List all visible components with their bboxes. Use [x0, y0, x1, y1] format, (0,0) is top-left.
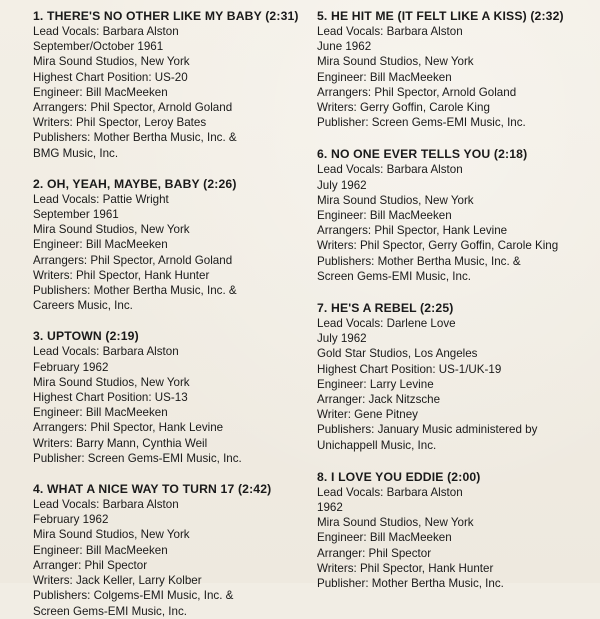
credit-line: September 1961	[33, 208, 119, 222]
credit-line: Writers: Gerry Goffin, Carole King	[317, 101, 490, 115]
credit-line: Careers Music, Inc.	[33, 299, 133, 313]
right-column	[317, 9, 587, 591]
credit-line: 1962	[317, 501, 343, 515]
credit-line: Publishers: Mother Bertha Music, Inc. &	[317, 254, 521, 268]
credit-line: Lead Vocals: Barbara Alston	[33, 498, 179, 512]
credit-line: Engineer: Bill MacMeeken	[317, 70, 452, 84]
track-heading: 8. I LOVE YOU EDDIE (2:00)	[317, 469, 481, 484]
credit-line: Publishers: January Music administered by	[317, 423, 538, 437]
credit-line: Arrangers: Phil Spector, Hank Levine	[33, 421, 224, 435]
credit-line: September/October 1961	[33, 40, 164, 54]
track-heading: 4. WHAT A NICE WAY TO TURN 17 (2:42)	[33, 482, 272, 497]
credit-line: Engineer: Bill MacMeeken	[33, 238, 168, 252]
credit-line: Writers: Phil Spector, Hank Hunter	[317, 561, 494, 575]
credit-line: July 1962	[317, 178, 367, 192]
credit-line: Lead Vocals: Darlene Love	[317, 317, 456, 331]
track-heading: 5. HE HIT ME (IT FELT LIKE A KISS) (2:32)	[317, 9, 564, 23]
track-credit-block	[33, 329, 303, 466]
credit-line: Publisher: Screen Gems-EMI Music, Inc.	[33, 451, 242, 465]
credit-line: Highest Chart Position: US-1/UK-19	[317, 362, 502, 376]
credit-line: Mira Sound Studios, New York	[317, 55, 474, 69]
credit-line: Writers: Barry Mann, Cynthia Weil	[33, 436, 208, 450]
track-credit-block	[317, 301, 587, 453]
track-heading: 1. THERE'S NO OTHER LIKE MY BABY (2:31)	[33, 9, 299, 23]
track-heading: 3. UPTOWN (2:19)	[33, 329, 139, 344]
credit-line: BMG Music, Inc.	[33, 146, 119, 160]
track-heading: 7. HE'S A REBEL (2:25)	[317, 301, 454, 316]
credit-line: Publishers: Mother Bertha Music, Inc. &	[33, 284, 237, 298]
credit-line: Screen Gems-EMI Music, Inc.	[317, 269, 471, 283]
credit-line: Engineer: Bill MacMeeken	[317, 531, 452, 545]
credit-line: Lead Vocals: Barbara Alston	[33, 25, 179, 38]
credit-line: Arranger: Phil Spector	[33, 558, 148, 572]
credit-line: Arranger: Jack Nitzsche	[317, 393, 441, 407]
credit-line: Mira Sound Studios, New York	[317, 516, 474, 530]
credit-line: Mira Sound Studios, New York	[33, 528, 190, 542]
track-credit-block	[317, 470, 587, 591]
credit-line: Engineer: Bill MacMeeken	[33, 406, 168, 420]
credit-line: Mira Sound Studios, New York	[33, 375, 190, 389]
credit-line: Publisher: Screen Gems-EMI Music, Inc.	[317, 116, 526, 130]
credit-line: Engineer: Bill MacMeeken	[33, 85, 168, 99]
credit-line: Mira Sound Studios, New York	[317, 193, 474, 207]
credit-line: Writers: Phil Spector, Gerry Goffin, Carole King	[317, 239, 559, 253]
track-heading: 6. NO ONE EVER TELLS YOU (2:18)	[317, 147, 528, 162]
credit-line: Arranger: Phil Spector	[317, 546, 432, 560]
credit-line: Engineer: Bill MacMeeken	[33, 543, 168, 557]
credit-line: Writer: Gene Pitney	[317, 408, 418, 422]
track-heading: 2. OH, YEAH, MAYBE, BABY (2:26)	[33, 176, 237, 191]
credit-line: Writers: Jack Keller, Larry Kolber	[33, 574, 202, 588]
credit-line: Arrangers: Phil Spector, Arnold Goland	[33, 101, 233, 115]
credit-line: Publishers: Colgems-EMI Music, Inc. &	[33, 589, 234, 603]
credit-line: Arrangers: Phil Spector, Arnold Goland	[317, 85, 517, 99]
track-credit-block	[33, 9, 303, 161]
credit-line: Gold Star Studios, Los Angeles	[317, 347, 478, 361]
track-credit-block	[317, 147, 587, 284]
track-credit-block	[33, 482, 303, 619]
track-credit-block	[317, 9, 587, 130]
credit-line: Writers: Phil Spector, Leroy Bates	[33, 116, 207, 130]
credit-line: February 1962	[33, 513, 109, 527]
credit-line: Lead Vocals: Barbara Alston	[317, 163, 463, 177]
credit-line: Unichappell Music, Inc.	[317, 438, 437, 452]
credit-line: Lead Vocals: Pattie Wright	[33, 192, 169, 206]
credit-line: Screen Gems-EMI Music, Inc.	[33, 604, 187, 618]
credit-line: Mira Sound Studios, New York	[33, 223, 190, 237]
credit-line: Lead Vocals: Barbara Alston	[317, 485, 463, 499]
track-credit-block	[33, 177, 303, 314]
credit-line: Publisher: Mother Bertha Music, Inc.	[317, 577, 504, 591]
credit-line: Engineer: Larry Levine	[317, 377, 434, 391]
credit-line: July 1962	[317, 332, 367, 346]
credit-line: Arrangers: Phil Spector, Arnold Goland	[33, 253, 233, 267]
credit-line: Highest Chart Position: US-13	[33, 391, 188, 405]
credit-line: February 1962	[33, 360, 109, 374]
credit-line: Highest Chart Position: US-20	[33, 70, 188, 84]
credit-line: Arrangers: Phil Spector, Hank Levine	[317, 224, 508, 238]
credit-line: June 1962	[317, 40, 372, 54]
left-column	[33, 9, 303, 619]
credit-line: Publishers: Mother Bertha Music, Inc. &	[33, 131, 237, 145]
credit-line: Lead Vocals: Barbara Alston	[317, 25, 463, 38]
credit-line: Writers: Phil Spector, Hank Hunter	[33, 268, 210, 282]
credit-line: Mira Sound Studios, New York	[33, 55, 190, 69]
credit-line: Lead Vocals: Barbara Alston	[33, 345, 179, 359]
credit-line: Engineer: Bill MacMeeken	[317, 209, 452, 223]
